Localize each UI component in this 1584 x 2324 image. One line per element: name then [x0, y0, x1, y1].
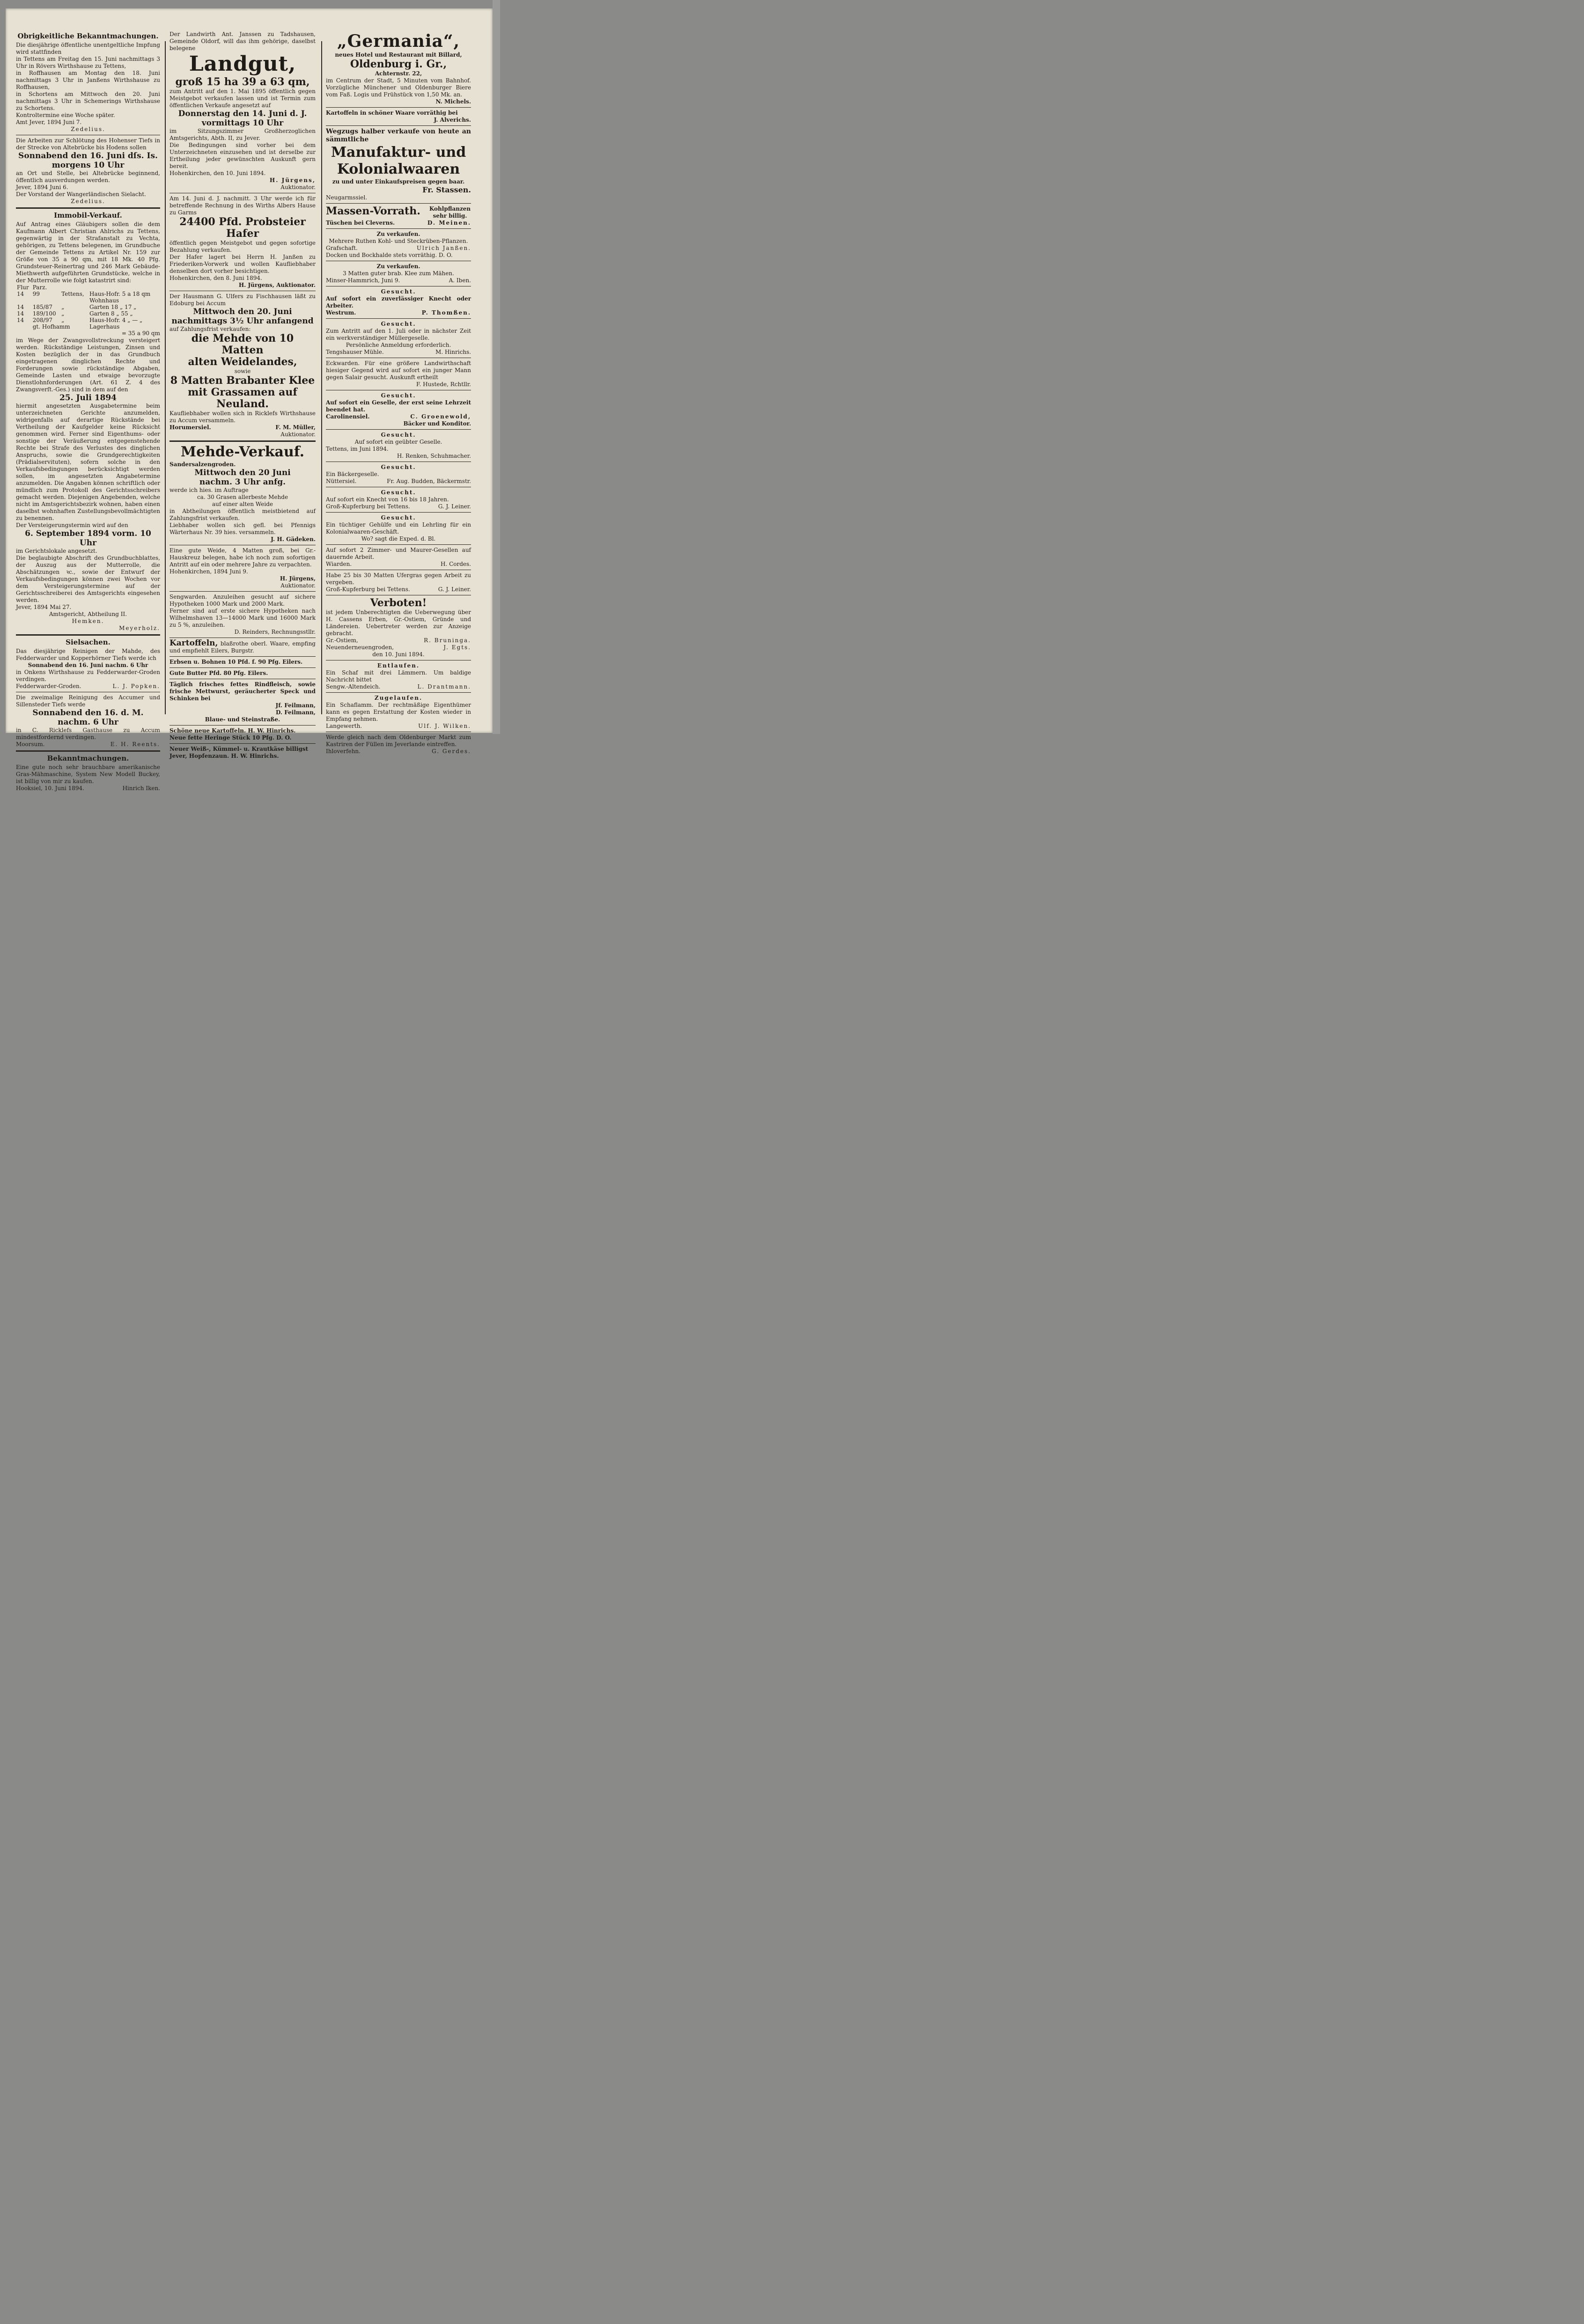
- zuverk1-place: Grafschaft.: [326, 245, 358, 251]
- mehde-text: auf Zahlungsfrist verkaufen:: [169, 326, 251, 332]
- weide-sign2: Auktionator.: [280, 582, 316, 589]
- table-cell: Wohnhaus: [89, 297, 119, 304]
- immo-text3: hiermit angesetzten Ausgabetermine beim unterzeichneten Gerichte anzumelden, widrigenfalls auf derartige Rückstände bei Vertheilung der Kaufgelder keine Rücksicht genommen wird. Ferner sind Eigenthums- oder sonstige der Veräußerung entgegenstehende Rechte bei Strafe des Verlustes des dinglichen Anspruchs, sowie die Grundgerechtigkeiten (Prädialservituten), sofern solche in den Verkaufsbedingungen berücksichtigt werden sollen, im angesetzten Angabetermine anzumelden. Die Angaben können schriftlich oder mündlich zum Protokoll des Gerichtsschreibers gemacht werden. Diejenigen Angebenden, welche nicht im Amtsgerichtsbezirk wohnen, haben einen daselbst wohnhaften Zustellungsbevollmächtigten zu benennen.: [16, 403, 160, 521]
- siel-text2: in Onkens Wirthshause zu Fedderwarder-Groden verdingen.: [16, 669, 160, 682]
- ges8-sign: H. Cordes.: [441, 561, 471, 567]
- zug-sign: Ulf. J. Wilken.: [418, 723, 471, 729]
- landgut-text2: im Sitzungszimmer Großherzoglichen Amtsgerichts, Abth. II, zu Jever.: [169, 128, 316, 141]
- mehde-big2: alten Weidelandes,: [188, 356, 297, 368]
- parcel-table: [16, 284, 160, 330]
- zuverk2-title: Zu verkaufen.: [376, 263, 420, 270]
- docken: Docken und Bockhalde stets vorräthig. D. O.: [326, 252, 453, 258]
- tief-date: Sonnabend den 16. Juni dſs. Is.: [18, 151, 158, 161]
- landgut-intro: Der Landwirth Ant. Janssen zu Tadshausen, Gemeinde Oldorf, will das ihm gehörige, daselbst belegene: [169, 31, 316, 51]
- zuverk1-sign-row: [326, 245, 471, 252]
- hering: Neue fette Heringe Stück 10 Pfg. D. O.: [169, 734, 292, 741]
- seng-sign: D. Reinders, Rechnungsstllr.: [234, 629, 316, 635]
- siel2-date1: Sonnabend den 16. d. M.: [32, 708, 144, 718]
- manu-text: zu und unter Einkaufspreisen gegen baar.: [332, 178, 465, 185]
- verb-sign-row: [326, 637, 471, 644]
- hafer-text: öffentlich gegen Meistgebot und gegen sofortige Bezahlung verkaufen.: [169, 240, 316, 253]
- table-cell: „: [61, 304, 65, 310]
- verb-date: den 10. Juni 1894.: [372, 651, 425, 658]
- table-cell: 14: [17, 304, 24, 310]
- mv-date: Mittwoch den 20 Juni: [194, 468, 291, 477]
- zuverk1-title: Zu verkaufen.: [376, 231, 420, 237]
- mv-title: Mehde-Verkauf.: [180, 444, 305, 460]
- kart-sign: J. Alverichs.: [434, 117, 471, 123]
- landgut-title: Landgut,: [189, 52, 296, 76]
- table-row: [16, 317, 160, 323]
- tief-sign2: Zedelius.: [71, 198, 105, 205]
- divider: [169, 656, 316, 657]
- table-cell: Tettens,: [61, 291, 84, 297]
- divider: [326, 125, 471, 126]
- table-head: Flur: [17, 284, 29, 291]
- zuverk2-sign: A. Iben.: [449, 277, 471, 284]
- kaese2: Jever, Hopfenzaun. H. W. Hinrichs.: [169, 753, 279, 759]
- siel2-text: Die zweimalige Reinigung des Accumer und Sillensteder Tiefs werde: [16, 694, 160, 708]
- table-cell: „: [61, 317, 65, 323]
- table-cell: 14: [17, 291, 24, 297]
- entl-title: Entlaufen.: [377, 662, 420, 669]
- ges1-place: Westrum.: [326, 309, 356, 316]
- siel-title: Sielsachen.: [66, 638, 111, 646]
- zuverk1-sign: Ulrich Janßen.: [416, 245, 471, 251]
- hafer-title: 24400 Pfd. Probsteier Hafer: [179, 216, 306, 240]
- landgut-sign1: H. Jürgens,: [269, 177, 316, 183]
- impf-sign: Zedelius.: [71, 126, 105, 132]
- verb-text: ist jedem Unberechtigten die Ueberwegung über H. Cassens Erben, Gr.-Ostiem, Gründe und Ländereien. Uebertreter werden zur Anzeige gebracht.: [326, 609, 471, 637]
- kart-text: Kartoffeln in schöner Waare vorräthig bei: [326, 110, 458, 116]
- table-head: Parz.: [32, 284, 47, 291]
- seng-text2: Ferner sind auf erste sichere Hypotheken nach Wilhelmshaven 13—14000 Mark und 16000 Mark zu 5 %, anzuleihen.: [169, 608, 316, 628]
- ges5-place: Nüttersiel.: [326, 478, 357, 484]
- page-edge: [493, 0, 500, 734]
- manu2: Kolonialwaaren: [337, 161, 460, 177]
- siel-sign: L. J. Popken.: [112, 683, 160, 689]
- mv-text3: auf einer alten Weide: [212, 501, 273, 507]
- kastr-text: Werde gleich nach dem Oldenburger Markt zum Kastriren der Füllen im Jeverlande eintreffen.: [326, 734, 471, 748]
- ges8-text: Auf sofort 2 Zimmer- und Maurer-Gesellen auf dauernde Arbeit.: [326, 547, 471, 560]
- wegzug-text: Wegzugs halber verkaufe von heute an sämmtliche: [326, 128, 471, 143]
- table-cell: Haus-Hofr. 5 a 18 qm: [89, 291, 151, 297]
- tief-text: Die Arbeiten zur Schlötung des Hohenser Tiefs in der Strecke von Altebrücke bis Hodens sollen: [16, 137, 160, 151]
- weide-text: Eine gute Weide, 4 Matten groß, bei Gr.-Hauskreuz belegen, habe ich noch zum sofortigen Antritt auf ein oder mehrere Jahre zu verpachten.: [169, 547, 316, 568]
- table-cell: 14: [17, 310, 24, 317]
- mv-text4: in Abtheilungen öffentlich meistbietend auf Zahlungsfrist verkaufen.: [169, 508, 316, 521]
- landgut-time: vormittags 10 Uhr: [201, 118, 284, 128]
- massen: Massen-Vorrath.: [326, 205, 420, 217]
- immo-sign1: Jever, 1894 Mai 27.: [16, 604, 72, 610]
- gras-sign-row: [326, 586, 471, 593]
- table-cell: „: [61, 310, 65, 317]
- zuverk2-sign-row: [326, 277, 471, 284]
- table-row: [16, 304, 160, 310]
- mehde-place: Horumersiel.: [169, 424, 211, 431]
- germ-city: Oldenburg i. Gr.,: [350, 58, 447, 70]
- zug-place: Langewerth.: [326, 723, 362, 729]
- ges7-text: Ein tüchtiger Gehülfe und ein Lehrling für ein Kolonialwaaren-Geschäft.: [326, 521, 471, 535]
- gras-text: Habe 25 bis 30 Matten Ufergras gegen Arbeit zu vergeben.: [326, 572, 471, 586]
- newspaper-page: [6, 8, 493, 792]
- zug-sign-row: [326, 723, 471, 730]
- immo-date: 25. Juli 1894: [59, 393, 117, 403]
- kart-text: blaßrothe oberl. Waare, empfing und empfiehlt Eilers, Burgstr.: [169, 640, 316, 654]
- mv-place: Sandersalzengroden.: [169, 461, 236, 468]
- verb-place1: Gr.-Ostiem,: [326, 637, 358, 644]
- massen-place: Tüschen bei Cleverns.: [326, 220, 395, 226]
- hafer-text2: Der Hafer lagert bei Herrn H. Janßen zu Friederiken-Vorwerk und wollen Kaufliebhaber denselben dort vorher besichtigen.: [169, 254, 316, 274]
- ges6-place: Groß-Kupferburg bei Tettens.: [326, 503, 410, 510]
- immo-text6: Die beglaubigte Abschrift des Grundbuchblattes, der Auszug aus der Mutterrolle, die Abschätzungen ꝛc., sowie der Entwurf der Verkaufsbedingungen können zwei Wochen vor dem Versteigerungstermine auf der Gerichtsschreiberei des Amtsgerichts eingesehen werden.: [16, 555, 160, 603]
- bek-sign: Hinrich Iken.: [122, 785, 160, 792]
- immo-sign2: Amtsgericht, Abtheilung II.: [49, 611, 127, 617]
- impf-date: Amt Jever, 1894 Juni 7.: [16, 119, 82, 125]
- ges6-text: Auf sofort ein Knecht von 16 bis 18 Jahren.: [326, 496, 449, 503]
- ges2-sign-row: [326, 349, 471, 356]
- siel2-sign: E. H. Reents.: [110, 741, 160, 748]
- weide-place: Hohenkirchen, 1894 Juni 9.: [169, 568, 248, 575]
- ges-title: Gesucht.: [381, 464, 416, 470]
- divider: [16, 207, 160, 209]
- tief-text2: an Ort und Stelle, bei Altebrücke beginnend, öffentlich ausverdungen werden.: [16, 170, 160, 183]
- table-cell: Garten 18 „ 17 „: [89, 304, 137, 310]
- verb-place2: Neuenderneuengroden,: [326, 644, 394, 651]
- mehde-text2: Kaufliebhaber wollen sich in Ricklefs Wirthshause zu Accum versammeln.: [169, 410, 316, 424]
- siel-sign-row: [16, 683, 160, 690]
- impf-line: Kontroltermine eine Woche später.: [16, 112, 115, 118]
- eck-sign: F. Hustede, Rchtllr.: [416, 381, 471, 388]
- immo-text2: im Wege der Zwangsvollstreckung versteigert werden. Rückständige Leistungen, Zinsen und Kosten bezüglich der in das Grundbuch eingetragenen dinglichen Rechte und Forderungen sowie rückständige Abgaben, Gemeinde Lasten und etwaige bevorzugte Dienstlohnforderungen (Art. 61 Z. 4 des Zwangsverſt.-Ges.) sind in dem auf den: [16, 337, 160, 393]
- impf-sign-row: [16, 119, 160, 126]
- germ-sub: neues Hotel und Restaurant mit Billard,: [335, 51, 462, 58]
- kastr-sign: G. Gerdes.: [432, 748, 471, 755]
- mehde-sign2: Auktionator.: [280, 431, 316, 438]
- ges1-sign-row: [326, 309, 471, 316]
- mv-time: nachm. 3 Uhr anfg.: [199, 477, 286, 487]
- column-left: [16, 31, 160, 792]
- column-divider: [165, 41, 166, 714]
- zug-text: Ein Schaflamm. Der rechtmäßige Eigenthümer kann es gegen Erstattung der Kosten wieder in Empfang nehmen.: [326, 702, 471, 722]
- immo-text: Auf Antrag eines Gläubigers sollen die dem Kaufmann Albert Christian Ahlrichs zu Tettens, gegenwärtig in der Strafanstalt zu Vechta, gehörigen, zu Tettens belegenen, im Grundbuche der Gemeinde Tettens zu Artikel Nr. 159 zur Größe von 35 a 90 qm, mit 18 Mk. 40 Pfg. Grundsteuer-Reinertrag und 246 Mark Gebäude-Miethwerth aufgeführten Grundstücke, welche in der Mutterrolle wie folgt katastrirt sind:: [16, 221, 160, 284]
- kart2: Schöne neue Kartoffeln. H. W. Hinrichs.: [169, 727, 296, 734]
- mehde-time: nachmittags 3½ Uhr anfangend: [171, 316, 314, 326]
- mehde-sign-row: [169, 424, 316, 431]
- ges7-text2: Wo? sagt die Exped. d. Bl.: [361, 535, 436, 542]
- table-cell: Garten 8 „ 55 „: [89, 310, 133, 317]
- divider: [326, 544, 471, 545]
- table-row: [16, 310, 160, 317]
- divider: [16, 750, 160, 752]
- mehde-big1: die Mehde von 10 Matten: [191, 332, 294, 356]
- table-cell: 99: [32, 291, 40, 297]
- bek-place: Hooksiel, 10. Juni 1894.: [16, 785, 84, 792]
- impf-line: in Tettens am Freitag den 15. Juni nachmittags 3 Uhr in Rövers Wirthshause zu Tettens,: [16, 56, 160, 69]
- ges2-text2: Persönliche Anmeldung erforderlich.: [346, 342, 451, 348]
- table-cell: Lagerhaus: [89, 323, 120, 330]
- landgut-place: Hohenkirchen, den 10. Juni 1894.: [169, 170, 266, 176]
- kastr-sign-row: [326, 748, 471, 755]
- table-cell: 189/100: [32, 310, 56, 317]
- tief-date2: Jever, 1894 Juni 6.: [16, 184, 68, 191]
- divider: [326, 429, 471, 430]
- mehde-intro: Der Hausmann G. Ulfers zu Fischhausen läßt zu Edoburg bei Accum: [169, 293, 316, 307]
- immo-title: Immobil-Verkauf.: [54, 211, 122, 220]
- ges5-sign-row: [326, 478, 471, 485]
- butter: Gute Butter Pfd. 80 Pfg. Eilers.: [169, 670, 268, 676]
- germ-street: Achternstr. 22,: [375, 70, 422, 77]
- ges-title: Gesucht.: [381, 321, 416, 327]
- siel-date: Sonnabend den 16. Juni nachm. 6 Uhr: [28, 662, 148, 668]
- ges3-sign-row: [326, 413, 471, 420]
- ges-title: Gesucht.: [381, 392, 416, 399]
- table-cell: 185/87: [32, 304, 52, 310]
- ges-title: Gesucht.: [381, 489, 416, 496]
- rind-sign2: D. Feilmann,: [275, 709, 316, 716]
- mehde-sowie: sowie: [234, 368, 251, 374]
- divider: [169, 725, 316, 726]
- section-title: Obrigkeitliche Bekanntmachungen.: [17, 32, 159, 40]
- immo-date2: 6. September 1894 vorm. 10 Uhr: [25, 529, 151, 548]
- divider: [326, 203, 471, 204]
- mv-text5: Liebhaber wollen sich gefl. bei Pfennigs Wärterhaus Nr. 39 hies. versammeln.: [169, 522, 316, 535]
- table-cell: 208/97: [32, 317, 52, 323]
- table-cell: Haus-Hofr. 4 „ — „: [89, 317, 143, 323]
- column-middle: [169, 31, 316, 759]
- table-cell: 14: [17, 317, 24, 323]
- impf-line: Die diesjährige öffentliche unentgeltliche Impfung wird stattfinden: [16, 42, 160, 55]
- divider: [326, 692, 471, 693]
- divider: [169, 667, 316, 668]
- entl-sign: L. Drantmann.: [417, 683, 471, 690]
- immo-sign3: Hemken.: [72, 618, 104, 624]
- tief-time: morgens 10 Uhr: [52, 161, 125, 170]
- landgut-sign2: Auktionator.: [280, 184, 316, 191]
- neugarm: Neugarmssiel.: [326, 194, 368, 201]
- entl-place: Sengw.-Altendeich.: [326, 683, 381, 690]
- ges3-sign2: Bäcker und Konditor.: [403, 420, 471, 427]
- siel2-sign-row: [16, 741, 160, 748]
- landgut-text: zum Antritt auf den 1. Mai 1895 öffentlich gegen Meistgebot verkaufen lassen und ist Termin zum öffentlichen Verkaufe angesetzt auf: [169, 88, 316, 109]
- ges4-place: Tettens, im Juni 1894.: [326, 446, 389, 452]
- divider: [326, 107, 471, 108]
- divider: [169, 591, 316, 592]
- bek-sign-row: [16, 785, 160, 792]
- gras-place: Groß-Kupferburg bei Tettens.: [326, 586, 410, 593]
- siel2-text2: in C. Ricklefs Gasthause zu Accum mindestfordernd verdingen.: [16, 727, 160, 740]
- eck-text: Eckwarden. Für eine größere Landwirthschaft hiesiger Gegend wird auf sofort ein junger Mann gegen Salair gesucht. Auskunft ertheilt: [326, 360, 471, 381]
- rind-place: Blaue- und Steinstraße.: [205, 716, 280, 723]
- ges-title: Gesucht.: [381, 514, 416, 521]
- column-right: [326, 31, 471, 755]
- table-cell: gt. Hofhamm: [32, 323, 70, 330]
- bek-title: Bekanntmachungen.: [47, 754, 129, 762]
- ges-title: Gesucht.: [381, 288, 416, 295]
- massen-row: [326, 205, 471, 220]
- mehde-date: Mittwoch den 20. Juni: [193, 307, 292, 316]
- ges2-text: Zum Antritt auf den 1. Juli oder in nächster Zeit ein werkverständiger Müllergeselle.: [326, 328, 471, 341]
- tief-sign1: Der Vorstand der Wangerländischen Sielacht.: [16, 191, 146, 198]
- landgut-date: Donnerstag den 14. Juni d. J.: [178, 109, 307, 118]
- divider: [326, 318, 471, 319]
- kart-title: Kartoffeln,: [169, 638, 218, 648]
- kastr-place: Ihloverfehn.: [326, 748, 361, 755]
- rind-sign1: Jf. Feilmann,: [275, 702, 316, 709]
- divider: [326, 512, 471, 513]
- hafer-sign: H. Jürgens, Auktionator.: [238, 282, 316, 288]
- ges5-sign: Fr. Aug. Budden, Bäckermstr.: [387, 478, 471, 484]
- column-divider: [321, 41, 322, 714]
- mv-text: werde ich hies. im Auftrage: [169, 487, 249, 493]
- divider: [169, 743, 316, 744]
- kaese1: Neuer Weiß-, Kümmel- u. Krautkäse billigst: [169, 746, 309, 752]
- ges2-place: Tengshauser Mühle.: [326, 349, 384, 355]
- entl-sign-row: [326, 683, 471, 690]
- immo-text5: im Gerichtslokale angesetzt.: [16, 548, 97, 554]
- table-row: [16, 291, 160, 297]
- hafer-intro: Am 14. Juni d. J. nachmitt. 3 Uhr werde ich für betreffende Rechnung in des Wirths Albers Hause zu Garms: [169, 195, 316, 216]
- rind-text: Täglich frisches fettes Rindfleisch, sowie frische Mettwurst, geräucherter Speck und Schinken bei: [169, 681, 316, 702]
- bek-text: Eine gute noch sehr brauchbare amerikanische Gras-Mähmaschine, System New Modell Buckey, ist billig von mir zu kaufen.: [16, 764, 160, 784]
- ges3-sign1: C. Groenewold,: [410, 413, 471, 420]
- verb-sign2: J. Egts.: [443, 644, 471, 651]
- ges1-text: Auf sofort ein zuverlässiger Knecht oder Arbeiter.: [326, 295, 471, 309]
- kohl: Kohlpflanzen sehr billig.: [429, 205, 471, 219]
- ges4-text: Auf sofort ein geübter Geselle.: [354, 439, 442, 445]
- mv-sign: J. H. Gädeken.: [271, 536, 316, 543]
- verb-title: Verboten!: [370, 597, 427, 609]
- zuverk2-text: 3 Matten guter brab. Klee zum Mähen.: [343, 270, 454, 277]
- impf-line: in Schortens am Mittwoch den 20. Juni nachmittags 3 Uhr in Schemerings Wirthshause zu Schortens.: [16, 91, 160, 111]
- siel2-place: Moorsum.: [16, 741, 45, 748]
- ges6-sign: G. J. Leiner.: [438, 503, 471, 510]
- impf-line: in Roffhausen am Montag den 18. Juni nachmittags 3 Uhr in Janßens Wirthshause zu Roffhausen,: [16, 70, 160, 90]
- weide-sign1: H. Jürgens,: [280, 575, 316, 582]
- ges1-sign: P. Thomßen.: [421, 309, 471, 316]
- zuverk2-place: Minser-Hammrich, Juni 9.: [326, 277, 400, 284]
- germ-title: „Germania“,: [337, 31, 460, 51]
- gras-sign: G. J. Leiner.: [438, 586, 471, 593]
- ges5-text: Ein Bäckergeselle.: [326, 471, 379, 477]
- siel2-date2: nachm. 6 Uhr: [58, 718, 118, 727]
- erbsen: Erbsen u. Bohnen 10 Pfd. f. 90 Pfg. Eilers.: [169, 659, 303, 665]
- verb-sign-row: [326, 644, 471, 651]
- table-header-row: [16, 284, 160, 291]
- table-row: [16, 323, 160, 330]
- ges6-sign-row: [326, 503, 471, 510]
- manu-sign: Fr. Stassen.: [422, 185, 471, 194]
- ges8-place: Wiarden.: [326, 561, 352, 567]
- mehde-sign1: F. M. Müller,: [275, 424, 316, 431]
- immo-sign4: Meyerholz.: [119, 625, 160, 631]
- divider: [16, 634, 160, 636]
- massen-sign: D. Meinen.: [427, 220, 471, 226]
- manu1: Manufaktur- und: [331, 144, 466, 161]
- mehde-big3: 8 Matten Brabanter Klee: [170, 374, 315, 387]
- ges4-sign: H. Renken, Schuhmacher.: [397, 453, 471, 459]
- hafer-place: Hohenkirchen, den 8. Juni 1894.: [169, 275, 262, 281]
- ges3-place: Carolinensiel.: [326, 413, 370, 420]
- mv-text2: ca. 30 Grasen allerbeste Mehde: [197, 494, 288, 500]
- table-row: [16, 297, 160, 304]
- ges2-sign: M. Hinrichs.: [435, 349, 471, 355]
- landgut-text3: Die Bedingungen sind vorher bei dem Unterzeichneten einzusehen und ist derselbe zur Ertheilung jeder gewünschten Auskunft gern bereit.: [169, 142, 316, 169]
- germ-sign: N. Michels.: [435, 98, 471, 105]
- immo-text4: Der Versteigerungstermin wird auf den: [16, 522, 128, 528]
- germ-text: im Centrum der Stadt, 5 Minuten vom Bahnhof. Vorzügliche Münchener und Oldenburger Biere vom Faß. Logis und Frühstück von 1,50 Mk. an.: [326, 77, 471, 98]
- table-total: = 35 a 90 qm: [121, 330, 160, 337]
- siel-place: Fedderwarder-Groden.: [16, 683, 81, 689]
- ges-title: Gesucht.: [381, 432, 416, 438]
- zug-title: Zugelaufen.: [374, 695, 423, 701]
- ges3-text: Auf sofort ein Geselle, der erst seine Lehrzeit beendet hat.: [326, 399, 471, 413]
- divider: [169, 440, 316, 442]
- seng-text: Sengwarden. Anzuleihen gesucht auf sichere Hypotheken 1000 Mark und 2000 Mark.: [169, 594, 316, 607]
- verb-sign1: R. Bruninga.: [424, 637, 471, 644]
- mehde-big4: mit Grassamen auf Neuland.: [188, 386, 297, 410]
- siel-text: Das diesjährige Reinigen der Mahde, des Fedderwarder und Kopperhörner Tiefs werde ich: [16, 648, 160, 661]
- zuverk1-text: Mehrere Ruthen Kohl- und Steckrüben-Pflanzen.: [329, 238, 468, 244]
- massen-sign-row: [326, 220, 471, 227]
- entl-text: Ein Schaf mit drei Lämmern. Um baldige Nachricht bittet: [326, 669, 471, 683]
- ges8-sign-row: [326, 561, 471, 568]
- divider: [326, 228, 471, 229]
- landgut-size: groß 15 ha 39 a 63 qm,: [175, 76, 310, 88]
